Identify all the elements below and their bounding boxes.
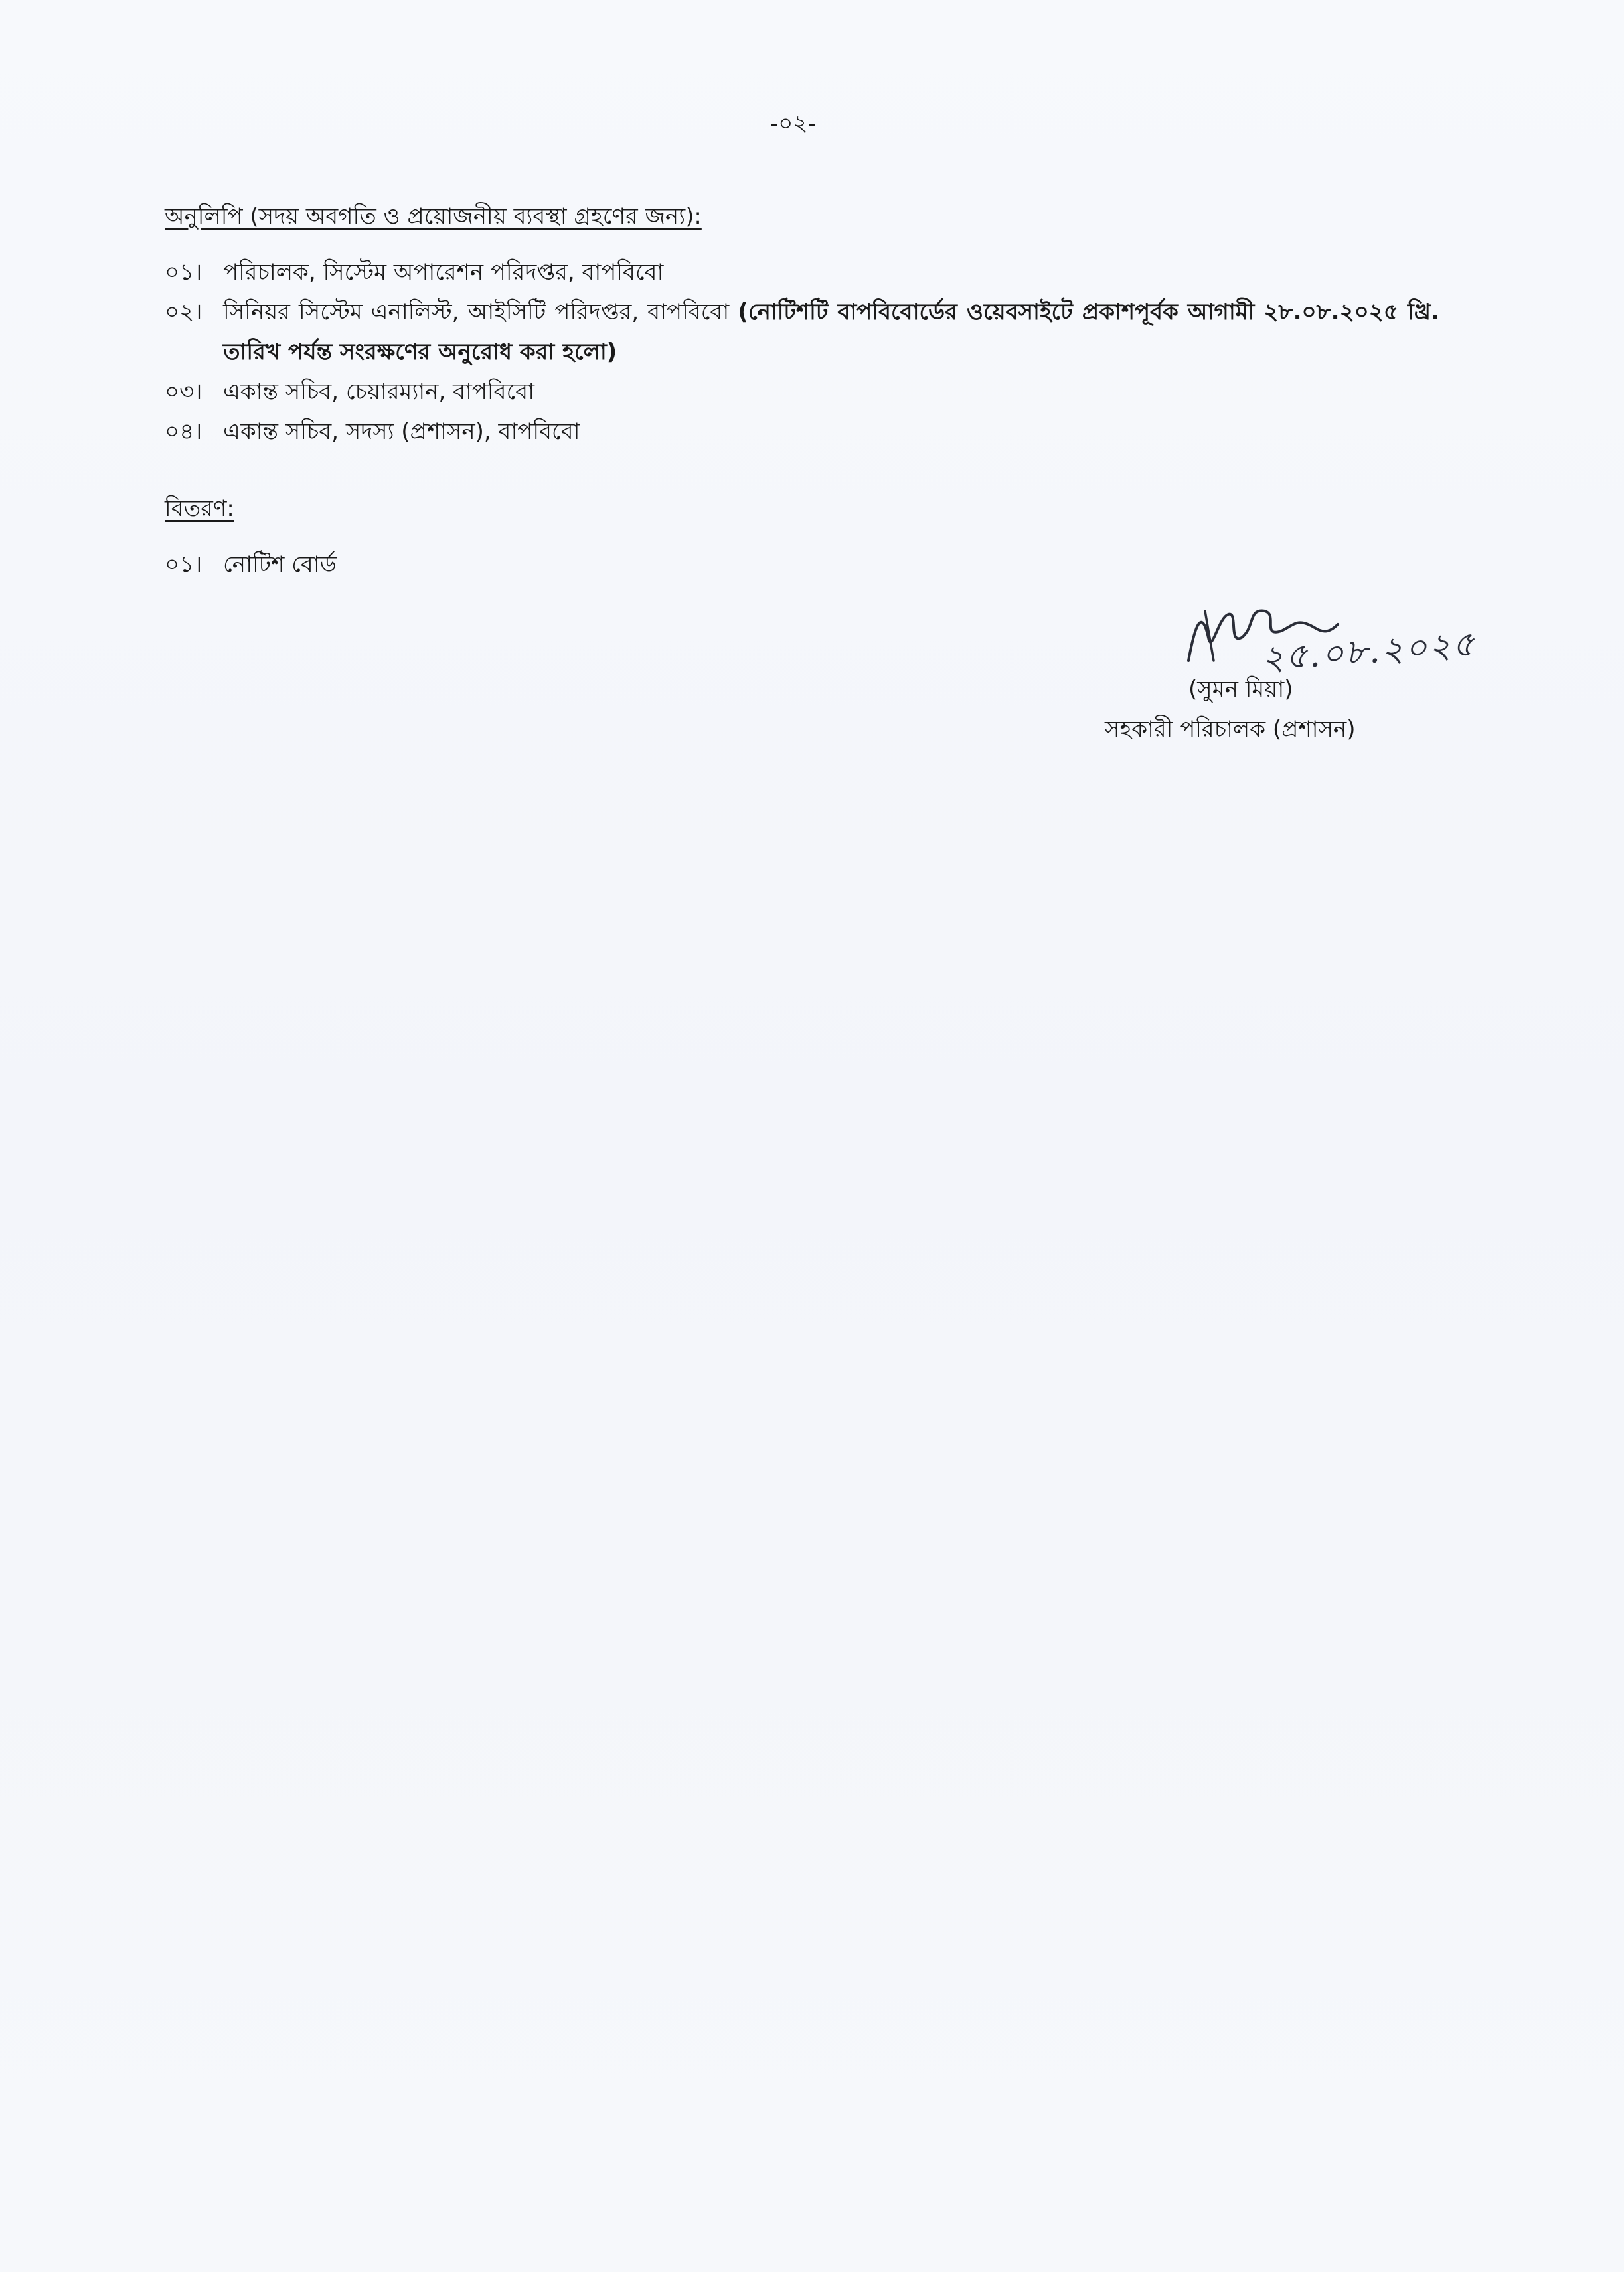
signer-designation: সহকারী পরিচালক (প্রশাসন) — [1105, 716, 1356, 743]
signature-block — [1089, 584, 1487, 757]
list-item — [165, 412, 1439, 452]
list-item — [165, 545, 1439, 584]
item-text: একান্ত সচিব, সদস্য (প্রশাসন), বাপবিবো — [223, 418, 580, 445]
item-text: নোটিশ বোর্ড — [223, 551, 337, 578]
distribution-list — [165, 545, 1439, 584]
list-item — [165, 252, 1439, 292]
item-text-wrap — [223, 252, 1439, 292]
item-text: একান্ত সচিব, চেয়ারম্যান, বাপবিবো — [223, 379, 535, 405]
item-text-wrap — [223, 292, 1439, 372]
item-number: ০১। — [165, 259, 203, 286]
item-text-wrap — [223, 545, 1439, 584]
distribution-section-title: বিতরণ: — [165, 495, 234, 522]
item-number: ০২। — [165, 299, 203, 325]
list-item — [165, 372, 1439, 412]
item-number: ০৪। — [165, 418, 203, 445]
item-number: ০১। — [165, 551, 203, 578]
item-number: ০৩। — [165, 379, 203, 405]
item-text-wrap — [223, 412, 1439, 452]
item-bold-note: (নোটিশটি বাপবিবোর্ডের ওয়েবসাইটে প্রকাশপূর্বক আগামী ২৮.০৮.২০২৫ খ্রি. তারিখ পর্যন্ত সংরক্ষণের অনুরোধ করা হলো) — [223, 299, 1439, 365]
list-item — [165, 292, 1439, 372]
item-text-wrap — [223, 372, 1439, 412]
signature-date: ২৫.০৮.২০২৫ — [1260, 624, 1477, 679]
copy-section-title: অনুলিপি (সদয় অবগতি ও প্রয়োজনীয় ব্যবস্থা গ্রহণের জন্য): — [165, 203, 702, 230]
page-number: -০২- — [770, 110, 816, 137]
copy-list — [165, 252, 1439, 452]
item-text: সিনিয়র সিস্টেম এনালিস্ট, আইসিটি পরিদপ্তর, বাপবিবো — [223, 299, 730, 325]
signer-name: (সুমন মিয়া) — [1188, 676, 1293, 703]
item-text: পরিচালক, সিস্টেম অপারেশন পরিদপ্তর, বাপবিবো — [223, 259, 664, 286]
